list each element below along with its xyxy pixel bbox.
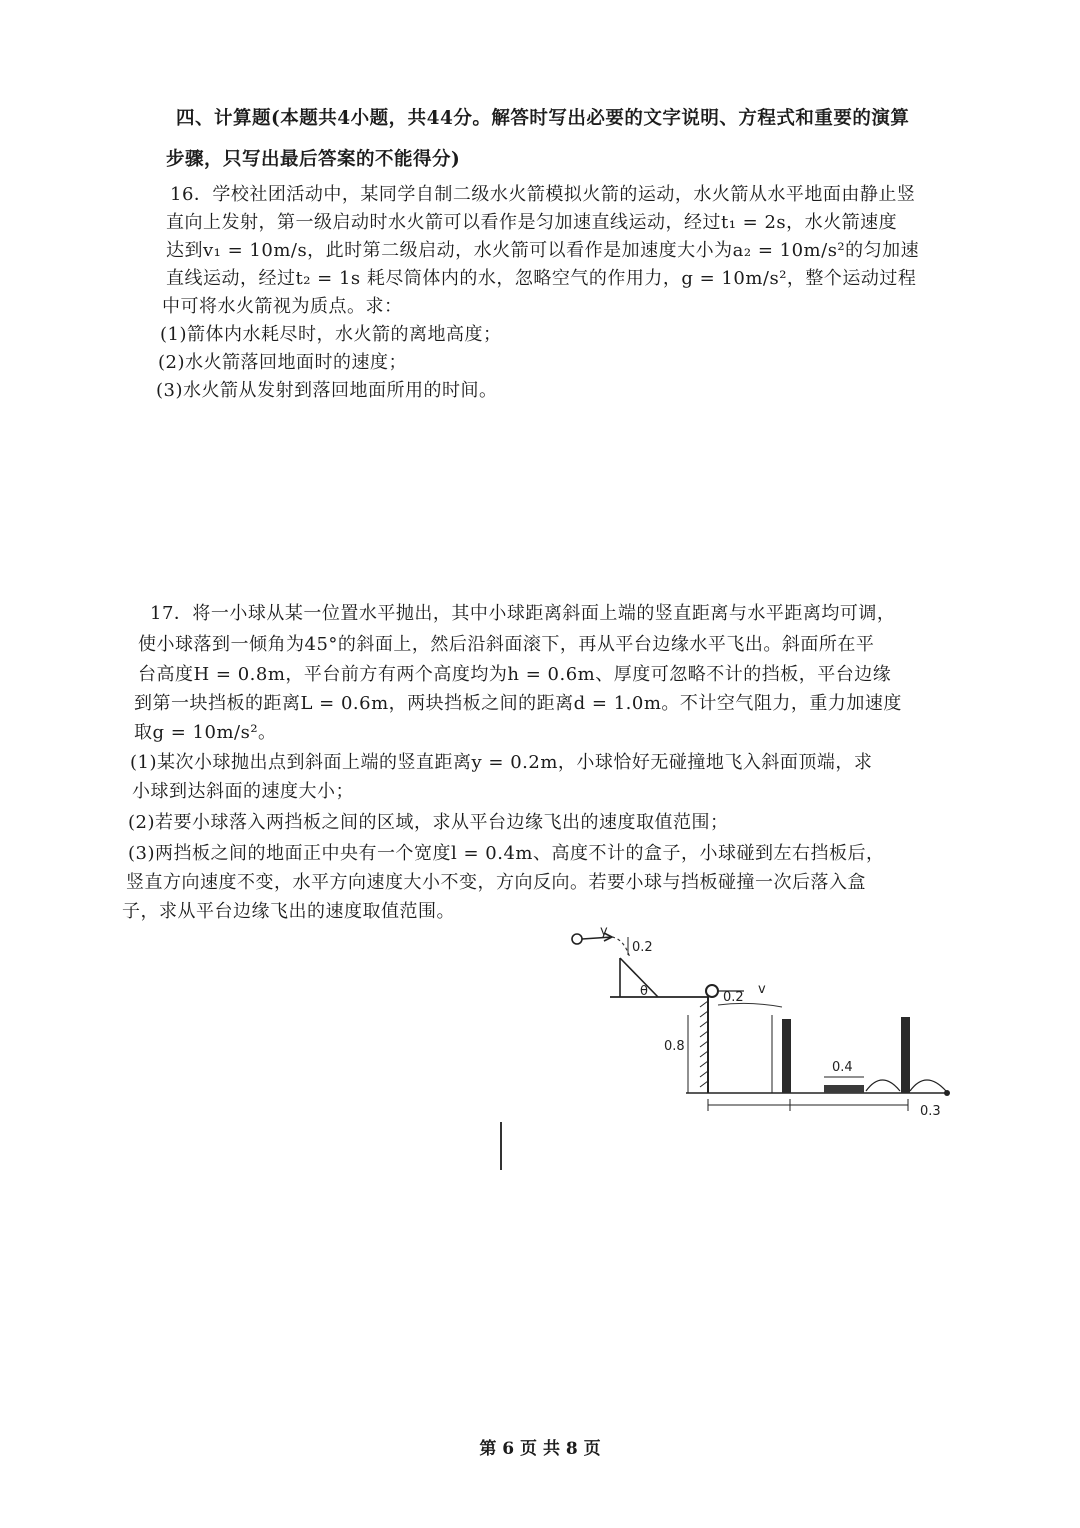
y-distance-label: 0.2 <box>632 940 653 955</box>
theta-label: θ <box>640 984 648 999</box>
q16-line: 中可将水火箭视为质点。求： <box>162 296 403 317</box>
q17-part-3-cont: 子，求从平台边缘飞出的速度取值范围。 <box>122 901 455 922</box>
q16-line: 达到v₁ = 10m/s，此时第二级启动，水火箭可以看作是加速度大小为a₂ = 10m/s²的匀加速 <box>166 240 920 261</box>
q16-part-2: (2)水火箭落回地面时的速度； <box>158 352 407 373</box>
q16-line: 16．学校社团活动中，某同学自制二级水火箭模拟火箭的运动，水火箭从水平地面由静止竖 <box>170 184 916 205</box>
board-left <box>782 1019 791 1093</box>
q17-line: 17．将一小球从某一位置水平抛出，其中小球距离斜面上端的竖直距离与水平距离均可调， <box>150 603 896 624</box>
trajectory-dashed <box>612 937 630 958</box>
pencil-mark <box>500 1122 502 1170</box>
box-width-label: 0.4 <box>832 1060 853 1075</box>
q17-part-3-cont: 竖直方向速度不变，水平方向速度大小不变，方向反向。若要小球与挡板碰撞一次后落入盒 <box>126 872 866 893</box>
q17-part-1: (1)某次小球抛出点到斜面上端的竖直距离y = 0.2m，小球恰好无碰撞地飞入斜面顶端，求 <box>130 752 873 773</box>
board-right <box>901 1017 910 1093</box>
q17-line: 取g = 10m/s²。 <box>134 722 277 743</box>
end-distance-label: 0.3 <box>920 1104 941 1119</box>
box <box>824 1085 864 1093</box>
q17-part-2: (2)若要小球落入两挡板之间的区域，求从平台边缘飞出的速度取值范围； <box>128 812 729 833</box>
q16-line: 直向上发射，第一级启动时水火箭可以看作是匀加速直线运动，经过t₁ = 2s，水火箭速度 <box>166 212 898 233</box>
height-label: 0.8 <box>664 1039 685 1054</box>
section-title-line1: 四、计算题(本题共4小题，共44分。解答时写出必要的文字说明、方程式和重要的演算 <box>176 108 910 129</box>
section-title-line2: 步骤，只写出最后答案的不能得分) <box>166 149 461 170</box>
q17-line: 到第一块挡板的距离L = 0.6m，两块挡板之间的距离d = 1.0m。不计空气阻力，重力加速度 <box>134 693 902 714</box>
q16-line: 直线运动，经过t₂ = 1s 耗尽筒体内的水，忽略空气的作用力，g = 10m/s²，整个运动过程 <box>166 268 917 289</box>
y-arrow-label: y <box>600 925 608 939</box>
ball <box>706 985 718 997</box>
edge-label: 0.2 <box>723 990 744 1005</box>
velocity-label: v <box>758 982 766 997</box>
q17-line: 台高度H = 0.8m，平台前方有两个高度均为h = 0.6m、厚度可忽略不计的挡板，平台边缘 <box>138 664 892 685</box>
projectile-diagram <box>560 925 960 1135</box>
throw-point <box>572 934 582 944</box>
q17-line: 使小球落到一倾角为45°的斜面上，然后沿斜面滚下，再从平台边缘水平飞出。斜面所在平 <box>138 634 875 655</box>
page-footer: 第 6 页 共 8 页 <box>479 1439 601 1459</box>
q17-part-3: (3)两挡板之间的地面正中央有一个宽度l = 0.4m、高度不计的盒子，小球碰到左右挡板后， <box>128 843 885 864</box>
q17-part-1-cont: 小球到达斜面的速度大小； <box>132 781 354 802</box>
q16-part-1: (1)箭体内水耗尽时，水火箭的离地高度； <box>160 324 502 345</box>
q16-part-3: (3)水火箭从发射到落回地面所用的时间。 <box>156 380 498 401</box>
incline <box>620 958 658 997</box>
